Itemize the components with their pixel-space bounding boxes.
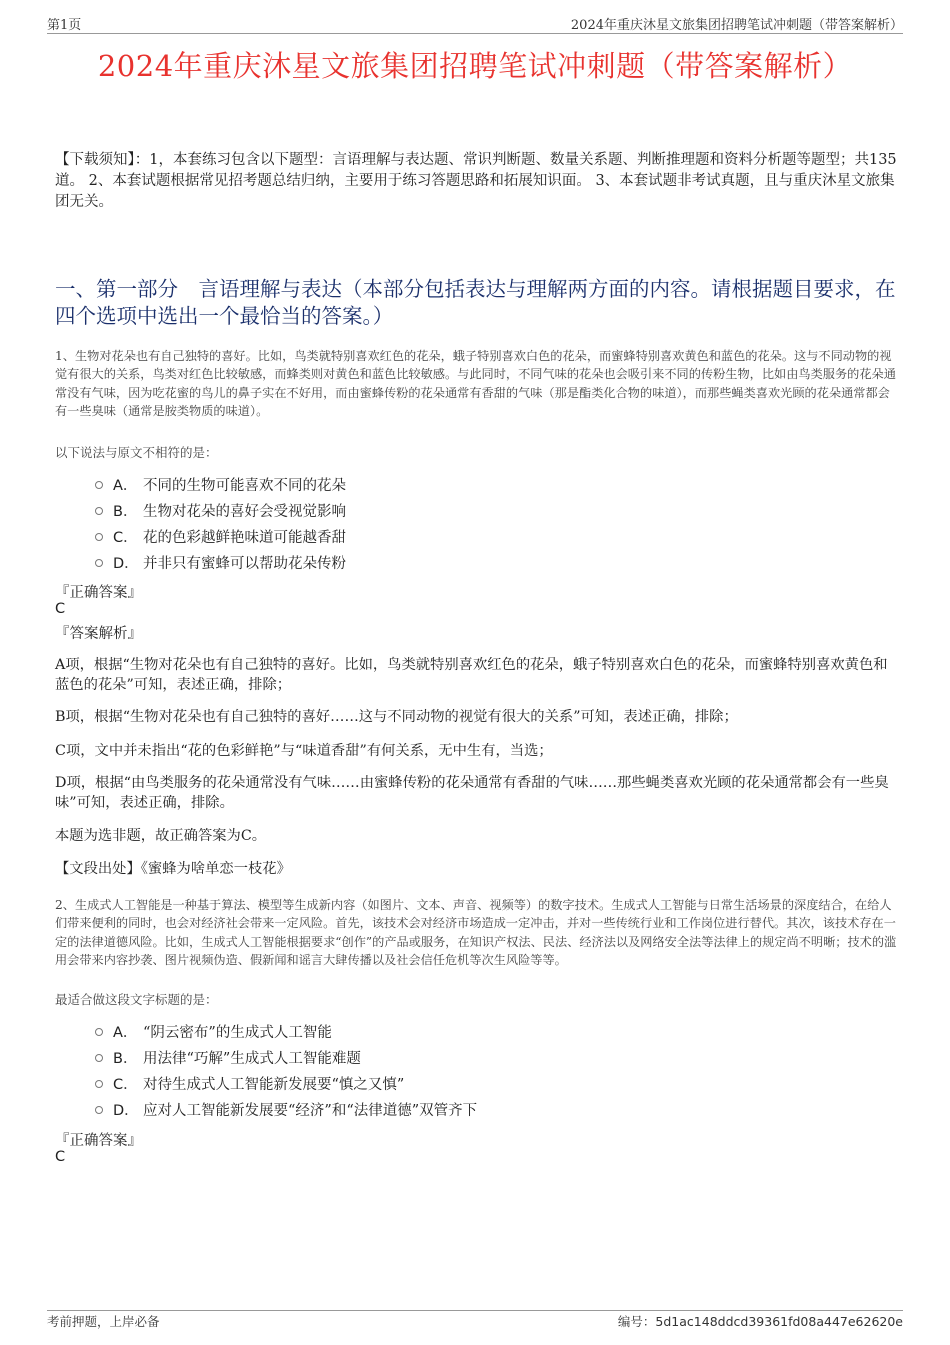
option-text: 对待生成式人工智能新发展要“慎之又慎” xyxy=(143,1077,405,1093)
radio-icon[interactable] xyxy=(95,1080,103,1088)
q1-source: 【文段出处】《蜜蜂为啥单恋一枝花》 xyxy=(55,861,291,877)
q2-answer-label: 『正确答案』 xyxy=(55,1133,142,1149)
footer-serial xyxy=(618,1312,903,1330)
header-doc-title: 2024年重庆沐星文旅集团招聘笔试冲刺题（带答案解析） xyxy=(570,18,903,33)
option-letter: D． xyxy=(113,556,139,572)
serial-label: 编号： xyxy=(617,1314,656,1329)
option-text: 不同的生物可能喜欢不同的花朵 xyxy=(143,478,346,494)
header-rule xyxy=(47,33,903,34)
option-text: 生物对花朵的喜好会受视觉影响 xyxy=(143,504,346,520)
q1-analysis-label: 『答案解析』 xyxy=(55,626,142,642)
q1-analysis-d: D项，根据“由鸟类服务的花朵通常没有气味……由蜜蜂传粉的花朵通常有香甜的气味……那些蝇类喜欢光顾的花朵通常都会有一些臭味”可知，表述正确，排除。 xyxy=(55,775,889,811)
option-letter: C． xyxy=(113,530,138,546)
option-letter: B． xyxy=(113,1051,138,1067)
page-number: 第1页 xyxy=(47,18,82,33)
footer-rule xyxy=(47,1310,903,1311)
option-text: “阴云密布”的生成式人工智能 xyxy=(143,1025,332,1041)
option-text: 应对人工智能新发展要“经济”和“法律道德”双管齐下 xyxy=(143,1103,478,1119)
q2-prompt: 最适合做这段文字标题的是： xyxy=(55,992,218,1007)
option-text: 并非只有蜜蜂可以帮助花朵传粉 xyxy=(143,556,346,572)
q2-passage: 2、生成式人工智能是一种基于算法、模型等生成新内容（如图片、文本、声音、视频等）的数字技术。生成式人工智能与日常生活场景的深度结合，在给人们带来便利的同时，也会对经济社会带来一定风险。首先，该技术会对经济市场造成一定冲击，并对一些传统行业和工作岗位进行替代。其次，该技术存在一定的法律道德风险。比如，生成式人工智能根据要求“创作”的产品或服务，在知识产权法、民法、经济法以及网络安全法等法律上的规定尚不明晰；技术的滥用会带来内容抄袭、图片视频伪造、假新闻和谣言大肆传播以及社会信任危机等次生风险等等。 xyxy=(55,898,897,967)
option-letter: A． xyxy=(113,478,138,494)
q1-analysis-b: B项，根据“生物对花朵也有自己独特的喜好……这与不同动物的视觉有很大的关系”可知，表述正确，排除； xyxy=(55,709,738,725)
serial-code: 5d1ac148ddcd39361fd08a447e62620e xyxy=(655,1314,903,1329)
section-heading: 一、第一部分 言语理解与表达（本部分包括表达与理解两方面的内容。请根据题目要求，在四个选项中选出一个最恰当的答案。） xyxy=(55,277,896,328)
q1-option-d[interactable] xyxy=(95,553,346,575)
q1-option-a[interactable] xyxy=(95,475,346,497)
q1-answer-label: 『正确答案』 xyxy=(55,585,142,601)
radio-icon[interactable] xyxy=(95,559,103,567)
q2-answer: C xyxy=(55,1149,66,1165)
q1-analysis-c: C项，文中并未指出“花的色彩鲜艳”与“味道香甜”有何关系，无中生有，当选； xyxy=(55,743,553,759)
option-text: 用法律“巧解”生成式人工智能难题 xyxy=(143,1051,361,1067)
q1-prompt: 以下说法与原文不相符的是： xyxy=(55,445,218,460)
option-letter: D． xyxy=(113,1103,139,1119)
q1-analysis-a: A项，根据“生物对花朵也有自己独特的喜好。比如，鸟类就特别喜欢红色的花朵，蛾子特别喜欢白色的花朵，而蜜蜂特别喜欢黄色和蓝色的花朵”可知，表述正确，排除； xyxy=(55,657,888,693)
option-letter: A． xyxy=(113,1025,138,1041)
q2-option-b[interactable] xyxy=(95,1048,361,1070)
q2-option-a[interactable] xyxy=(95,1022,332,1044)
radio-icon[interactable] xyxy=(95,1106,103,1114)
radio-icon[interactable] xyxy=(95,1028,103,1036)
option-letter: C． xyxy=(113,1077,138,1093)
option-letter: B． xyxy=(113,504,138,520)
option-text: 花的色彩越鲜艳味道可能越香甜 xyxy=(143,530,346,546)
radio-icon[interactable] xyxy=(95,533,103,541)
q1-conclusion: 本题为选非题，故正确答案为C。 xyxy=(55,828,267,844)
radio-icon[interactable] xyxy=(95,1054,103,1062)
radio-icon[interactable] xyxy=(95,481,103,489)
q1-passage: 1、生物对花朵也有自己独特的喜好。比如，鸟类就特别喜欢红色的花朵，蛾子特别喜欢白色的花朵，而蜜蜂特别喜欢黄色和蓝色的花朵。这与不同动物的视觉有很大的关系，鸟类对红色比较敏感，而蜂类则对黄色和蓝色比较敏感。与此同时，不同气味的花朵也会吸引来不同的传粉生物，比如由鸟类服务的花朵通常没有气味，因为吃花蜜的鸟儿的鼻子实在不好用，而由蜜蜂传粉的花朵通常有香甜的气味（那是酯类化合物的味道），而那些蝇类喜欢光顾的花朵通常都会有一些臭味（通常是胺类物质的味道）。 xyxy=(55,349,896,418)
q1-answer: C xyxy=(55,601,66,617)
q2-option-c[interactable] xyxy=(95,1074,404,1096)
radio-icon[interactable] xyxy=(95,507,103,515)
download-notice: 【下载须知】：1，本套练习包含以下题型：言语理解与表达题、常识判断题、数量关系题、判断推理题和资料分析题等题型；共135道。 2、本套试题根据常见招考题总结归纳，主要用于练习答题思路和拓展知识面。 3、本套试题非考试真题，且与重庆沐星文旅集团无关。 xyxy=(55,152,897,210)
footer-slogan: 考前押题，上岸必备 xyxy=(47,1314,160,1329)
document-title: 2024年重庆沐星文旅集团招聘笔试冲刺题（带答案解析） xyxy=(97,49,853,83)
q1-option-c[interactable] xyxy=(95,527,346,549)
q1-option-b[interactable] xyxy=(95,501,346,523)
q2-option-d[interactable] xyxy=(95,1100,477,1122)
